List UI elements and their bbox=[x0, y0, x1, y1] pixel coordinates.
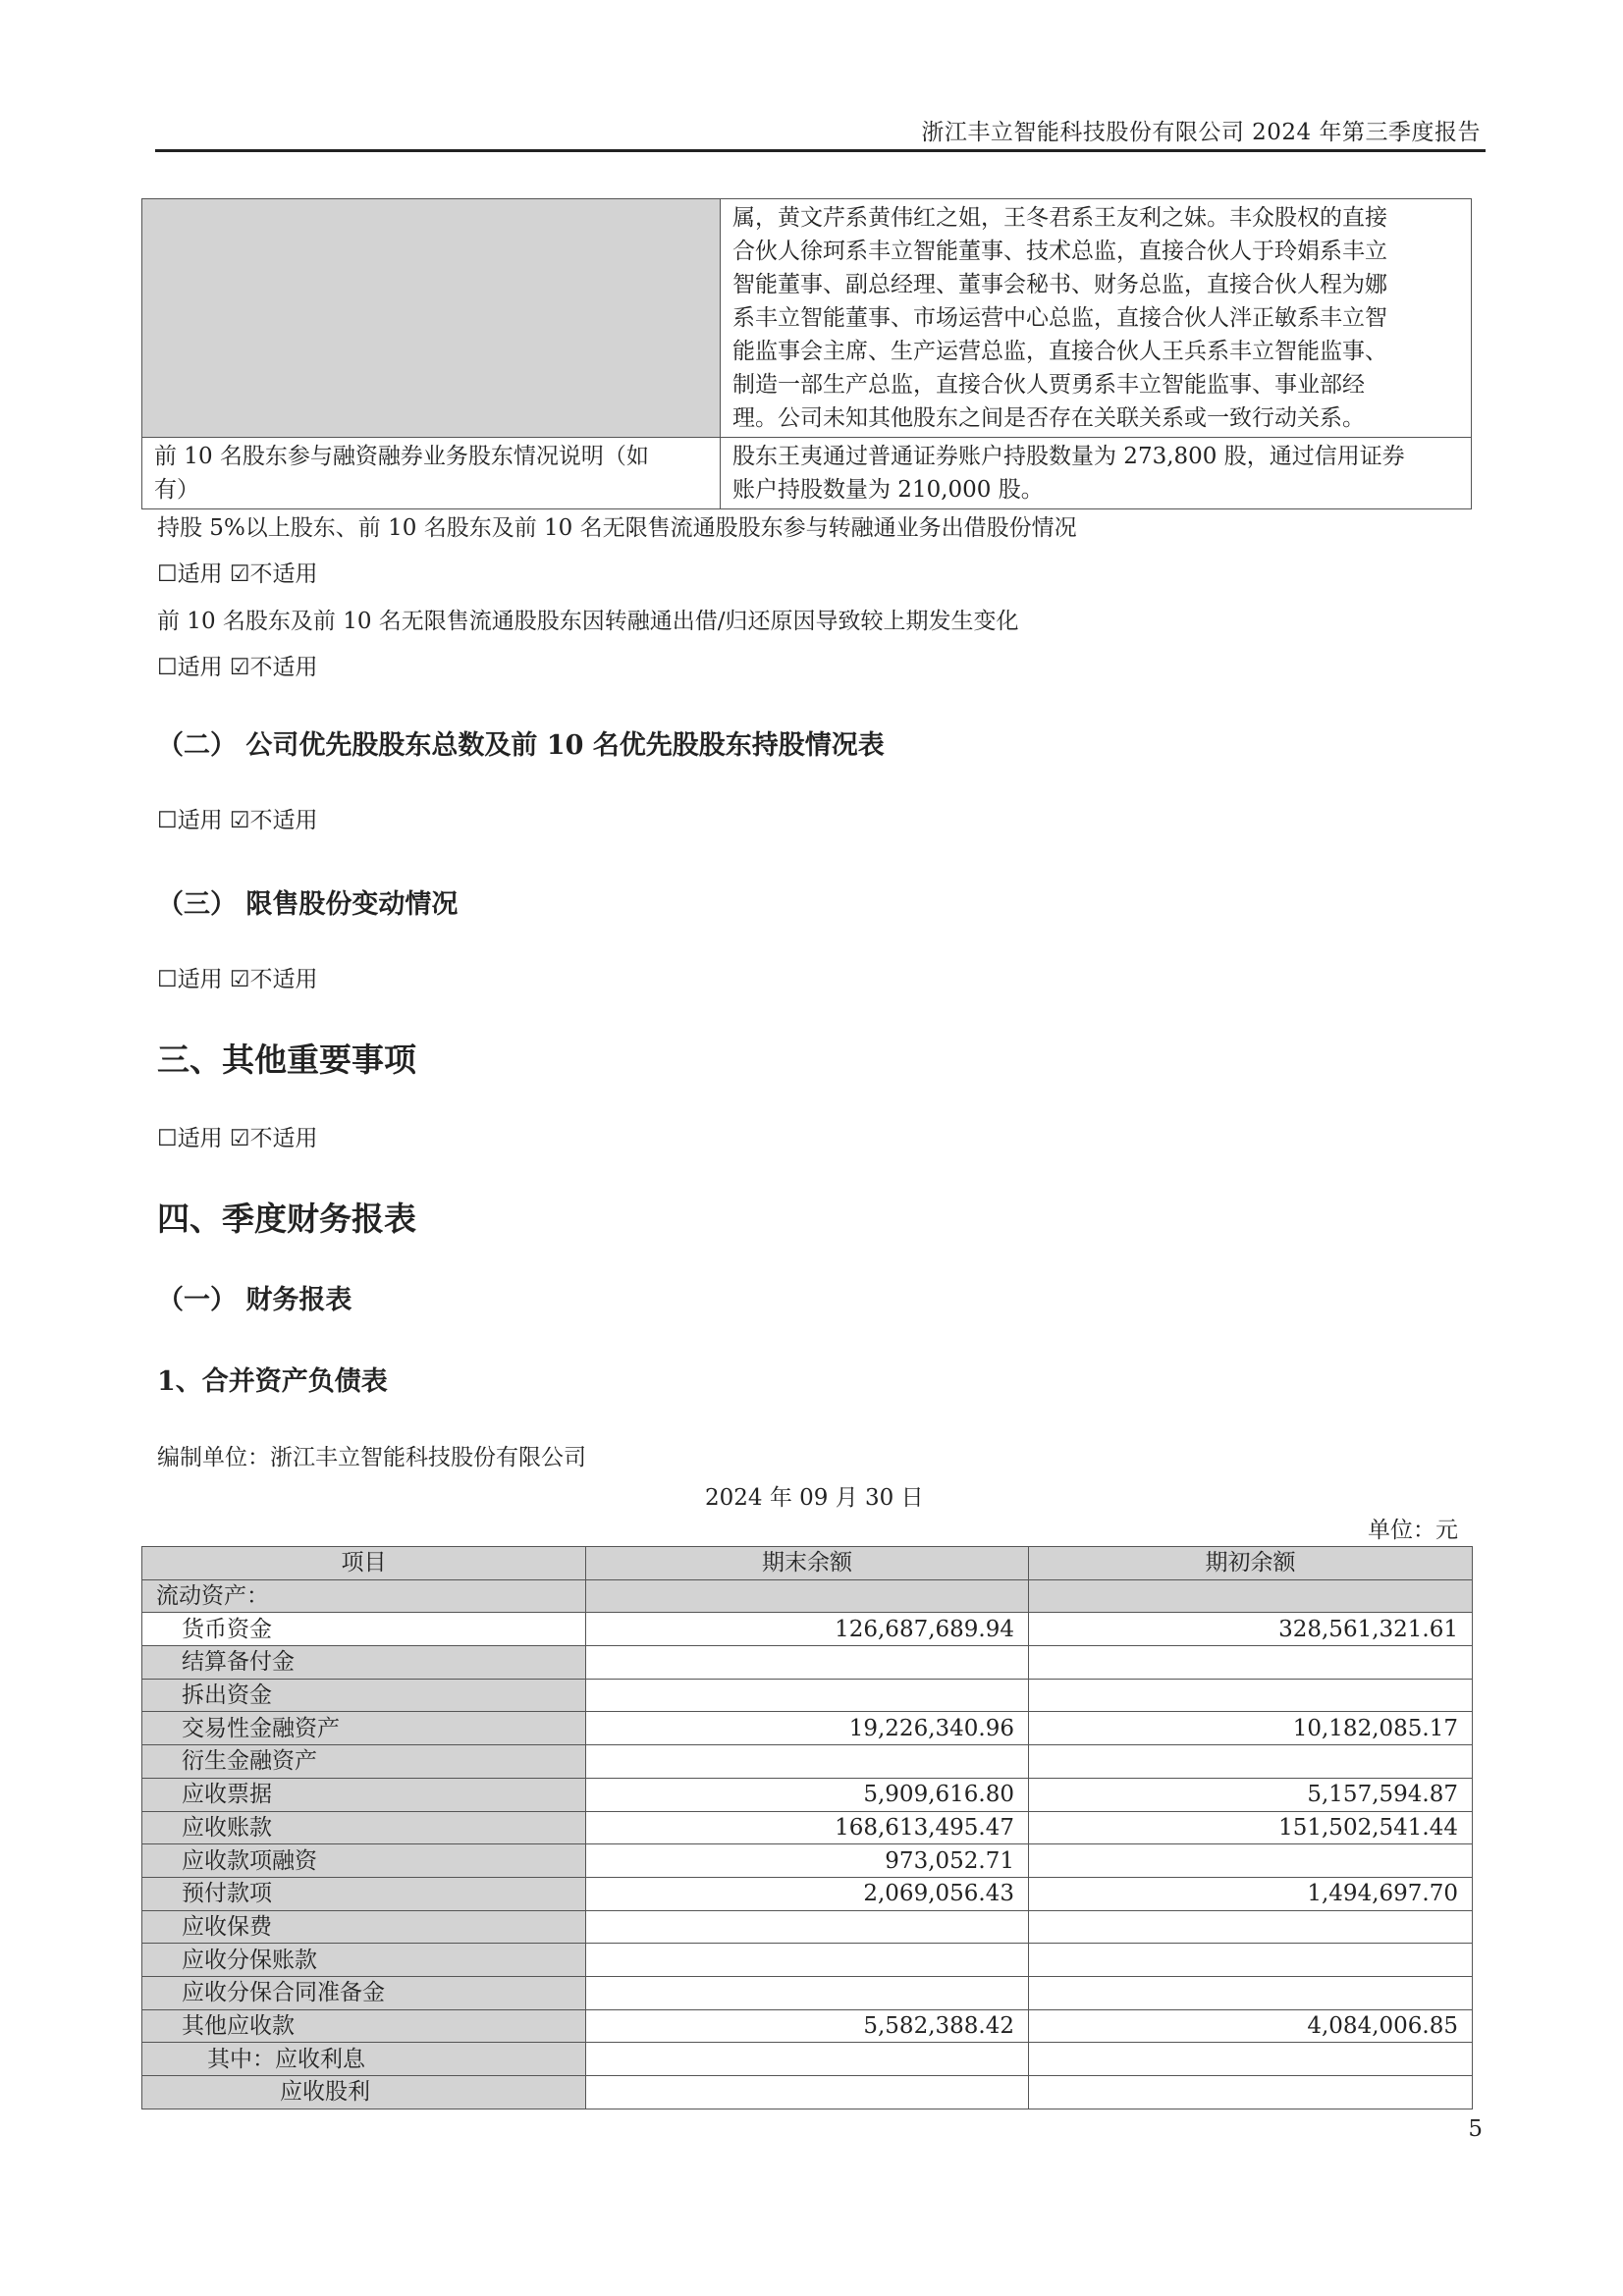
balance-sheet-heading: 1、合并资产负债表 bbox=[157, 1366, 388, 1397]
shareholder-relation-table bbox=[141, 198, 1472, 509]
preferred-shares-heading: （二） 公司优先股股东总数及前 10 名优先股股东持股情况表 bbox=[157, 730, 885, 761]
relation-text-line: 智能董事、副总经理、董事会秘书、财务总监，直接合伙人程为娜 bbox=[732, 272, 1387, 297]
relation-label-cell bbox=[142, 199, 721, 438]
table-header-row bbox=[142, 1547, 1473, 1580]
row-label: 应收账款 bbox=[142, 1811, 586, 1844]
begin-balance-cell: 5,157,594.87 bbox=[1029, 1778, 1473, 1811]
end-balance-cell bbox=[586, 2076, 1029, 2109]
row-label: 应收票据 bbox=[142, 1778, 586, 1811]
relation-row bbox=[142, 199, 1472, 438]
row-label: 其中：应收利息 bbox=[142, 2043, 586, 2076]
begin-balance-cell: 151,502,541.44 bbox=[1029, 1811, 1473, 1844]
begin-balance-cell bbox=[1029, 2076, 1473, 2109]
end-balance-cell bbox=[586, 1745, 1029, 1779]
begin-balance-cell: 328,561,321.61 bbox=[1029, 1613, 1473, 1646]
table-row bbox=[142, 1646, 1473, 1680]
table-row bbox=[142, 1844, 1473, 1878]
relation-text-line: 系丰立智能董事、市场运营中心总监，直接合伙人泮正敏系丰立智 bbox=[732, 305, 1387, 331]
margin-trading-label-cell bbox=[142, 438, 721, 509]
relation-text-line: 能监事会主席、生产运营总监，直接合伙人王兵系丰立智能监事、 bbox=[732, 339, 1387, 364]
row-label: 货币资金 bbox=[142, 1613, 586, 1646]
end-balance-cell: 5,582,388.42 bbox=[586, 2009, 1029, 2043]
begin-balance-cell bbox=[1029, 2043, 1473, 2076]
applicable-checkbox-line: ☐适用 ☑不适用 bbox=[157, 967, 318, 992]
relation-text-line: 理。公司未知其他股东之间是否存在关联关系或一致行动关系。 bbox=[732, 405, 1365, 431]
begin-balance-cell bbox=[1029, 1579, 1473, 1613]
margin-label-line: 前 10 名股东参与融资融券业务股东情况说明（如 bbox=[154, 444, 649, 469]
begin-balance-cell: 1,494,697.70 bbox=[1029, 1877, 1473, 1910]
lending-note: 持股 5%以上股东、前 10 名股东及前 10 名无限售流通股股东参与转融通业务出借股份情况 bbox=[157, 515, 1077, 541]
column-header-item: 项目 bbox=[142, 1547, 586, 1580]
end-balance-cell bbox=[586, 1579, 1029, 1613]
applicable-checkbox-line: ☐适用 ☑不适用 bbox=[157, 808, 318, 833]
margin-value-line: 股东王夷通过普通证券账户持股数量为 273,800 股，通过信用证券 bbox=[732, 444, 1405, 469]
relation-text-line: 制造一部生产总监，直接合伙人贾勇系丰立智能监事、事业部经 bbox=[732, 372, 1365, 398]
relation-text-line: 合伙人徐珂系丰立智能董事、技术总监，直接合伙人于玲娟系丰立 bbox=[732, 239, 1387, 264]
table-row bbox=[142, 1976, 1473, 2009]
begin-balance-cell bbox=[1029, 1646, 1473, 1680]
other-matters-heading: 三、其他重要事项 bbox=[157, 1041, 416, 1079]
row-label: 应收款项融资 bbox=[142, 1844, 586, 1878]
table-row bbox=[142, 1877, 1473, 1910]
end-balance-cell bbox=[586, 1976, 1029, 2009]
table-row bbox=[142, 1712, 1473, 1745]
margin-trading-value-cell bbox=[721, 438, 1472, 509]
end-balance-cell bbox=[586, 1944, 1029, 1977]
table-row bbox=[142, 1910, 1473, 1944]
begin-balance-cell bbox=[1029, 1679, 1473, 1712]
row-label: 流动资产： bbox=[142, 1579, 586, 1613]
page-number: 5 bbox=[1468, 2116, 1483, 2142]
financial-statements-heading: 四、季度财务报表 bbox=[157, 1200, 416, 1238]
begin-balance-cell bbox=[1029, 1944, 1473, 1977]
currency-unit: 单位：元 bbox=[1368, 1518, 1458, 1543]
row-label: 其他应收款 bbox=[142, 2009, 586, 2043]
column-header-begin-balance: 期初余额 bbox=[1029, 1547, 1473, 1580]
compiler-line: 编制单位：浙江丰立智能科技股份有限公司 bbox=[157, 1445, 586, 1470]
header-divider bbox=[155, 149, 1486, 152]
begin-balance-cell bbox=[1029, 1745, 1473, 1779]
relation-text-line: 属，黄文芹系黄伟红之姐，王冬君系王友利之妹。丰众股权的直接 bbox=[732, 205, 1387, 231]
report-header-title: 浙江丰立智能科技股份有限公司 2024 年第三季度报告 bbox=[921, 120, 1481, 145]
end-balance-cell: 973,052.71 bbox=[586, 1844, 1029, 1878]
begin-balance-cell: 10,182,085.17 bbox=[1029, 1712, 1473, 1745]
row-label: 拆出资金 bbox=[142, 1679, 586, 1712]
margin-label-line: 有） bbox=[154, 477, 199, 503]
end-balance-cell bbox=[586, 1646, 1029, 1680]
relation-text-cell bbox=[721, 199, 1472, 438]
begin-balance-cell bbox=[1029, 1910, 1473, 1944]
end-balance-cell: 168,613,495.47 bbox=[586, 1811, 1029, 1844]
lending-change-note: 前 10 名股东及前 10 名无限售流通股股东因转融通出借/归还原因导致较上期发生变化 bbox=[157, 609, 1019, 634]
row-label: 衍生金融资产 bbox=[142, 1745, 586, 1779]
row-label: 预付款项 bbox=[142, 1877, 586, 1910]
begin-balance-cell bbox=[1029, 1844, 1473, 1878]
begin-balance-cell bbox=[1029, 1976, 1473, 2009]
row-label: 交易性金融资产 bbox=[142, 1712, 586, 1745]
end-balance-cell: 126,687,689.94 bbox=[586, 1613, 1029, 1646]
financial-report-subheading: （一） 财务报表 bbox=[157, 1285, 352, 1315]
report-date: 2024 年 09 月 30 日 bbox=[705, 1485, 924, 1511]
applicable-checkbox-line: ☐适用 ☑不适用 bbox=[157, 1126, 318, 1151]
begin-balance-cell: 4,084,006.85 bbox=[1029, 2009, 1473, 2043]
restricted-shares-heading: （三） 限售股份变动情况 bbox=[157, 889, 459, 920]
end-balance-cell: 2,069,056.43 bbox=[586, 1877, 1029, 1910]
table-row bbox=[142, 2043, 1473, 2076]
end-balance-cell bbox=[586, 2043, 1029, 2076]
end-balance-cell bbox=[586, 1910, 1029, 1944]
table-row bbox=[142, 2076, 1473, 2109]
row-label: 应收股利 bbox=[142, 2076, 586, 2109]
table-row bbox=[142, 1679, 1473, 1712]
balance-sheet-table bbox=[141, 1546, 1473, 2109]
table-row bbox=[142, 2009, 1473, 2043]
table-row bbox=[142, 1579, 1473, 1613]
margin-trading-row bbox=[142, 438, 1472, 509]
table-row bbox=[142, 1811, 1473, 1844]
table-row bbox=[142, 1778, 1473, 1811]
end-balance-cell: 5,909,616.80 bbox=[586, 1778, 1029, 1811]
row-label: 应收分保账款 bbox=[142, 1944, 586, 1977]
end-balance-cell: 19,226,340.96 bbox=[586, 1712, 1029, 1745]
applicable-checkbox-line: ☐适用 ☑不适用 bbox=[157, 561, 318, 587]
row-label: 应收分保合同准备金 bbox=[142, 1976, 586, 2009]
table-row bbox=[142, 1745, 1473, 1779]
column-header-end-balance: 期末余额 bbox=[586, 1547, 1029, 1580]
table-row bbox=[142, 1944, 1473, 1977]
row-label: 应收保费 bbox=[142, 1910, 586, 1944]
table-row bbox=[142, 1613, 1473, 1646]
end-balance-cell bbox=[586, 1679, 1029, 1712]
applicable-checkbox-line: ☐适用 ☑不适用 bbox=[157, 655, 318, 680]
row-label: 结算备付金 bbox=[142, 1646, 586, 1680]
margin-value-line: 账户持股数量为 210,000 股。 bbox=[732, 477, 1044, 503]
